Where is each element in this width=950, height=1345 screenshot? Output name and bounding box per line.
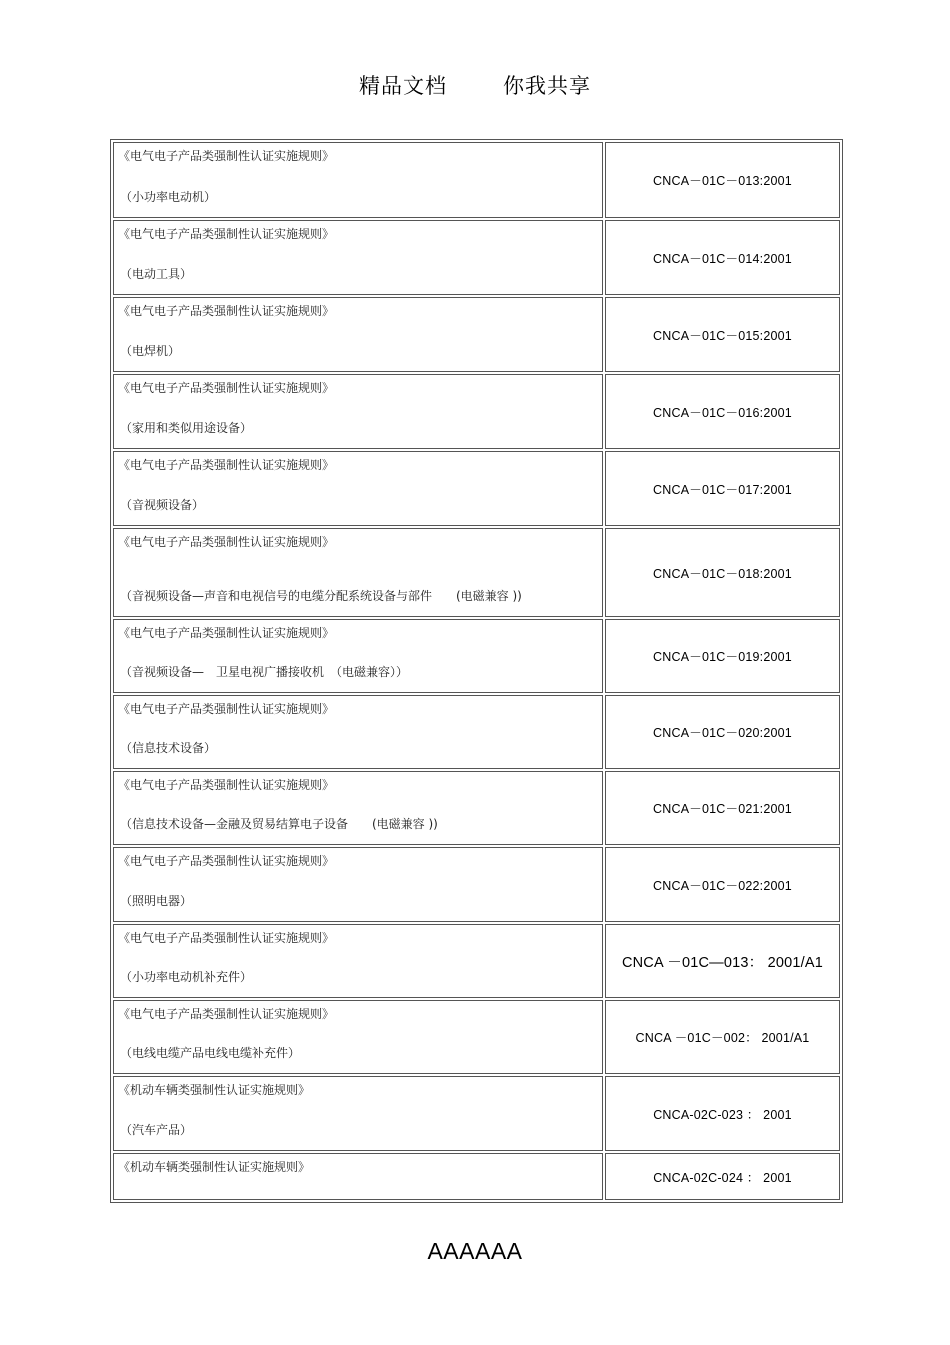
regulation-title: 《电气电子产品类强制性认证实施规则》 <box>118 458 335 472</box>
table-row <box>113 451 840 526</box>
title-cell <box>113 451 603 526</box>
regulation-title: 《电气电子产品类强制性认证实施规则》 <box>118 381 335 395</box>
table-row <box>113 220 840 295</box>
regulation-code: CNCA －01C－002： 2001/A1 <box>605 1000 840 1074</box>
regulation-subtitle: （电线电缆产品电线电缆补充件） <box>120 1046 301 1060</box>
regulation-subtitle: （小功率电动机） <box>120 190 217 204</box>
regulation-title: 《机动车辆类强制性认证实施规则》 <box>118 1160 311 1174</box>
title-cell <box>113 374 603 449</box>
regulation-title: 《电气电子产品类强制性认证实施规则》 <box>118 854 335 868</box>
regulation-subtitle: （电焊机） <box>120 344 181 358</box>
regulation-subtitle: （音视频设备） <box>120 498 205 512</box>
header-left-text: 精品文档 <box>359 74 447 98</box>
regulation-code: CNCA-02C-024 ： 2001 <box>605 1153 840 1200</box>
regulation-subtitle: （信息技术设备） <box>120 741 217 755</box>
regulation-title: 《电气电子产品类强制性认证实施规则》 <box>118 626 335 640</box>
regulation-code: CNCA－01C－014:2001 <box>605 220 840 295</box>
regulation-subtitle: （音视频设备— 卫星电视广播接收机 （电磁兼容）） <box>120 665 409 679</box>
regulation-title: 《电气电子产品类强制性认证实施规则》 <box>118 1007 335 1021</box>
title-cell <box>113 1076 603 1151</box>
regulation-code: CNCA －01C—013： 2001/A1 <box>605 924 840 998</box>
page-footer: AAAAAA <box>427 1238 523 1264</box>
regulation-subtitle: （音视频设备—声音和电视信号的电缆分配系统设备与部件 (电磁兼容 )) <box>120 589 522 603</box>
page-header <box>0 70 950 100</box>
table-row <box>113 374 840 449</box>
title-cell <box>113 924 603 998</box>
regulation-code: CNCA－01C－013:2001 <box>605 142 840 218</box>
regulation-code: CNCA－01C－020:2001 <box>605 695 840 769</box>
table-row <box>113 695 840 769</box>
title-cell <box>113 619 603 693</box>
regulation-title: 《电气电子产品类强制性认证实施规则》 <box>118 702 335 716</box>
table-row <box>113 619 840 693</box>
table-row <box>113 1000 840 1074</box>
regulation-code: CNCA－01C－018:2001 <box>605 528 840 617</box>
table-row <box>113 771 840 845</box>
table-row <box>113 528 840 617</box>
table-row <box>113 297 840 372</box>
regulation-code: CNCA－01C－021:2001 <box>605 771 840 845</box>
regulation-code: CNCA－01C－019:2001 <box>605 619 840 693</box>
regulation-title: 《电气电子产品类强制性认证实施规则》 <box>118 778 335 792</box>
table-row <box>113 1076 840 1151</box>
regulation-title: 《电气电子产品类强制性认证实施规则》 <box>118 535 335 549</box>
table-row <box>113 142 840 218</box>
regulation-title: 《电气电子产品类强制性认证实施规则》 <box>118 227 335 241</box>
regulation-title: 《电气电子产品类强制性认证实施规则》 <box>118 149 335 163</box>
regulation-code: CNCA－01C－016:2001 <box>605 374 840 449</box>
title-cell <box>113 297 603 372</box>
regulation-subtitle: （家用和类似用途设备） <box>120 421 253 435</box>
table-row <box>113 924 840 998</box>
regulation-title: 《电气电子产品类强制性认证实施规则》 <box>118 931 335 945</box>
title-cell <box>113 771 603 845</box>
regulation-table <box>110 139 843 1203</box>
title-cell <box>113 142 603 218</box>
title-cell <box>113 220 603 295</box>
regulation-subtitle: （汽车产品） <box>120 1123 193 1137</box>
title-cell <box>113 528 603 617</box>
regulation-code: CNCA－01C－017:2001 <box>605 451 840 526</box>
regulation-subtitle: （信息技术设备—金融及贸易结算电子设备 (电磁兼容 )) <box>120 817 438 831</box>
title-cell <box>113 847 603 922</box>
regulation-code: CNCA-02C-023 ： 2001 <box>605 1076 840 1151</box>
table-body <box>113 142 840 1200</box>
regulation-subtitle: （小功率电动机补充件） <box>120 970 253 984</box>
title-cell <box>113 1000 603 1074</box>
table-row <box>113 1153 840 1200</box>
regulation-code: CNCA－01C－015:2001 <box>605 297 840 372</box>
header-right-text: 你我共享 <box>503 74 591 98</box>
table-row <box>113 847 840 922</box>
regulation-title: 《机动车辆类强制性认证实施规则》 <box>118 1083 311 1097</box>
regulation-code: CNCA－01C－022:2001 <box>605 847 840 922</box>
regulation-subtitle: （照明电器） <box>120 894 193 908</box>
title-cell <box>113 1153 603 1200</box>
title-cell <box>113 695 603 769</box>
regulation-subtitle: （电动工具） <box>120 267 193 281</box>
regulation-title: 《电气电子产品类强制性认证实施规则》 <box>118 304 335 318</box>
